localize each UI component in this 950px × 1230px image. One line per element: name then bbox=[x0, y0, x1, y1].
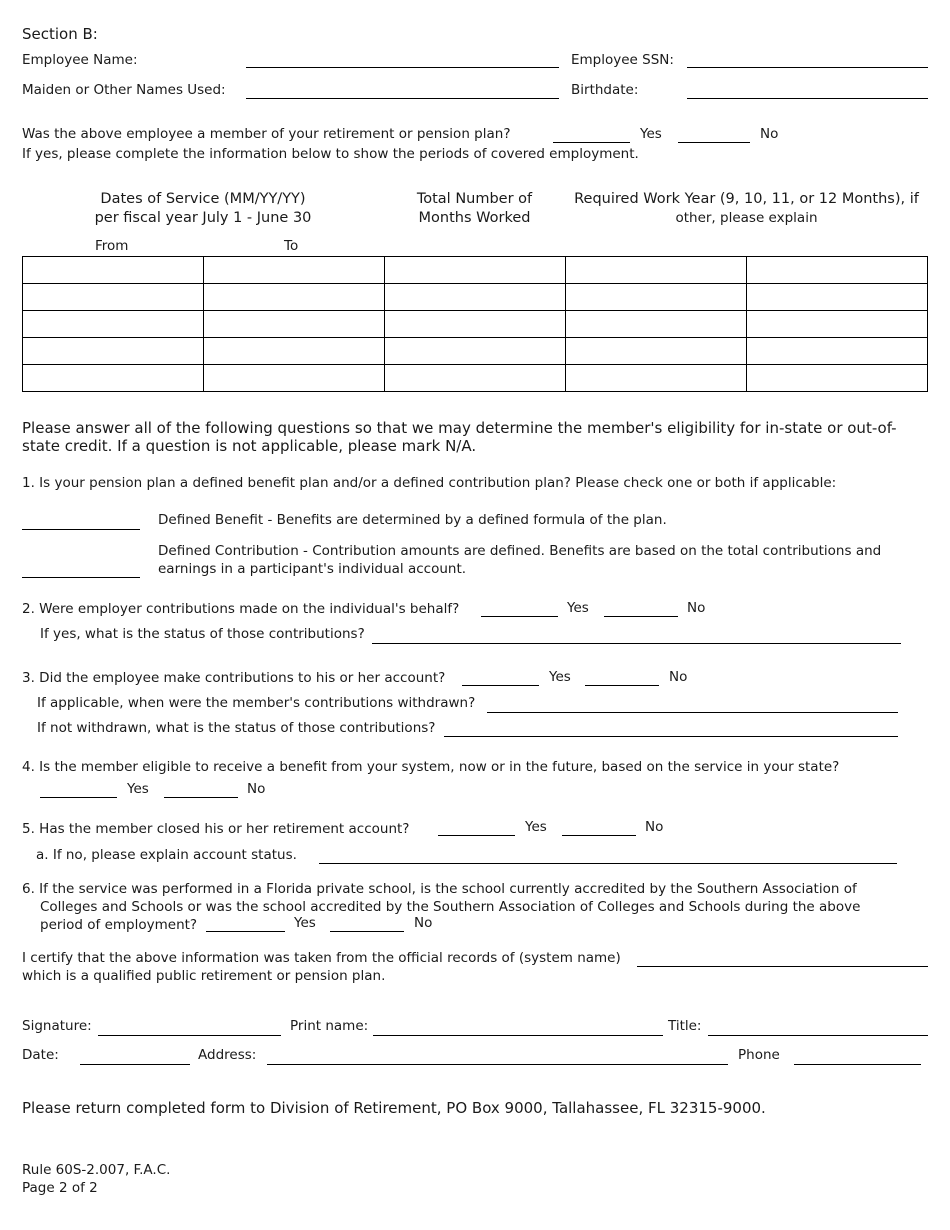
table-cell[interactable] bbox=[566, 284, 747, 311]
certify-line2: which is a qualified public retirement or pension plan. bbox=[22, 968, 386, 984]
q2-no-label: No bbox=[687, 600, 706, 616]
phone-field[interactable] bbox=[794, 1064, 921, 1065]
q4-no-label: No bbox=[247, 781, 266, 797]
table-row bbox=[23, 284, 928, 311]
months-header-line2: Months Worked bbox=[418, 210, 531, 226]
birthdate-label: Birthdate: bbox=[571, 82, 639, 98]
table-row bbox=[23, 257, 928, 284]
q6-no-blank[interactable] bbox=[330, 931, 404, 932]
dates-header bbox=[22, 190, 384, 228]
q3-text: 3. Did the employee make contributions to his or her account? bbox=[22, 670, 446, 686]
member-no-blank[interactable] bbox=[678, 142, 750, 143]
q3-withdrawn-field[interactable] bbox=[487, 712, 898, 713]
title-label: Title: bbox=[668, 1018, 702, 1034]
q2-no-blank[interactable] bbox=[604, 616, 678, 617]
dates-header-line2: per fiscal year July 1 - June 30 bbox=[94, 210, 312, 226]
defined-contribution-blank[interactable] bbox=[22, 577, 140, 578]
member-question: Was the above employee a member of your retirement or pension plan? bbox=[22, 126, 511, 142]
table-cell[interactable] bbox=[23, 311, 204, 338]
defined-benefit-blank[interactable] bbox=[22, 529, 140, 530]
table-cell[interactable] bbox=[23, 338, 204, 365]
table-cell[interactable] bbox=[566, 311, 747, 338]
table-cell[interactable] bbox=[204, 365, 385, 392]
q5-sub: a. If no, please explain account status. bbox=[36, 847, 297, 863]
q5-status-field[interactable] bbox=[319, 863, 897, 864]
q6-yes-blank[interactable] bbox=[206, 931, 285, 932]
q2-sub: If yes, what is the status of those contributions? bbox=[40, 626, 365, 642]
to-header: To bbox=[284, 238, 299, 254]
q3-no-label: No bbox=[669, 669, 688, 685]
defined-contribution-option: Defined Contribution - Contribution amounts are defined. Benefits are based on the total contributions and earnings in a participant's individual account. bbox=[158, 543, 882, 577]
q3-yes-blank[interactable] bbox=[462, 685, 539, 686]
table-cell[interactable] bbox=[566, 365, 747, 392]
maiden-names-field[interactable] bbox=[246, 98, 559, 99]
table-cell[interactable] bbox=[747, 284, 928, 311]
q6-line2: Colleges and Schools or was the school accredited by the Southern Association of Colleges and Schools during the above bbox=[40, 899, 861, 915]
employee-name-field[interactable] bbox=[246, 67, 559, 68]
q6-line3: period of employment? bbox=[40, 917, 198, 933]
date-label: Date: bbox=[22, 1047, 59, 1063]
table-cell[interactable] bbox=[385, 311, 566, 338]
q3-sub2: If not withdrawn, what is the status of those contributions? bbox=[37, 720, 436, 736]
q2-yes-blank[interactable] bbox=[481, 616, 558, 617]
q5-yes-label: Yes bbox=[525, 819, 547, 835]
birthdate-field[interactable] bbox=[687, 98, 928, 99]
page-number: Page 2 of 2 bbox=[22, 1180, 98, 1196]
q2-yes-label: Yes bbox=[567, 600, 589, 616]
q5-yes-blank[interactable] bbox=[438, 835, 515, 836]
q5-text: 5. Has the member closed his or her retirement account? bbox=[22, 821, 410, 837]
title-field[interactable] bbox=[708, 1035, 928, 1036]
months-header bbox=[384, 190, 565, 228]
table-cell[interactable] bbox=[747, 338, 928, 365]
phone-label: Phone bbox=[738, 1047, 780, 1063]
table-row bbox=[23, 365, 928, 392]
q3-status-field[interactable] bbox=[444, 736, 898, 737]
member-no-label: No bbox=[760, 126, 779, 142]
q6-no-label: No bbox=[414, 915, 433, 931]
q6-yes-label: Yes bbox=[294, 915, 316, 931]
table-cell[interactable] bbox=[204, 311, 385, 338]
table-cell[interactable] bbox=[385, 338, 566, 365]
q4-text: 4. Is the member eligible to receive a benefit from your system, now or in the future, based on the service in your state? bbox=[22, 759, 840, 775]
from-header: From bbox=[95, 238, 129, 254]
table-cell[interactable] bbox=[385, 284, 566, 311]
table-cell[interactable] bbox=[204, 284, 385, 311]
rule-reference: Rule 60S-2.007, F.A.C. bbox=[22, 1162, 171, 1178]
employee-name-label: Employee Name: bbox=[22, 52, 138, 68]
table-cell[interactable] bbox=[385, 365, 566, 392]
q3-no-blank[interactable] bbox=[585, 685, 659, 686]
date-field[interactable] bbox=[80, 1064, 190, 1065]
table-cell[interactable] bbox=[23, 365, 204, 392]
months-header-line1: Total Number of bbox=[416, 191, 533, 207]
table-row bbox=[23, 311, 928, 338]
employee-ssn-field[interactable] bbox=[687, 67, 928, 68]
table-row bbox=[23, 338, 928, 365]
q2-text: 2. Were employer contributions made on the individual's behalf? bbox=[22, 601, 460, 617]
member-yes-label: Yes bbox=[640, 126, 662, 142]
defined-benefit-option: Defined Benefit - Benefits are determined by a defined formula of the plan. bbox=[158, 512, 667, 528]
work-year-header-line1: Required Work Year (9, 10, 11, or 12 Months), if bbox=[574, 191, 919, 207]
table-cell[interactable] bbox=[23, 257, 204, 284]
service-table bbox=[22, 256, 928, 392]
q1-text: 1. Is your pension plan a defined benefit plan and/or a defined contribution plan? Please check one or both if applicable: bbox=[22, 475, 837, 491]
table-cell[interactable] bbox=[204, 257, 385, 284]
print-name-label: Print name: bbox=[290, 1018, 369, 1034]
certify-line1: I certify that the above information was taken from the official records of (system name) bbox=[22, 950, 621, 966]
table-cell[interactable] bbox=[747, 365, 928, 392]
system-name-field[interactable] bbox=[637, 966, 928, 967]
q6-line1: 6. If the service was performed in a Florida private school, is the school currently accredited by the Southern Association of bbox=[22, 881, 857, 897]
work-year-header-line2: other, please explain bbox=[675, 210, 818, 226]
signature-label: Signature: bbox=[22, 1018, 92, 1034]
member-followup: If yes, please complete the information below to show the periods of covered employment. bbox=[22, 146, 639, 162]
work-year-header bbox=[565, 190, 928, 228]
q3-yes-label: Yes bbox=[549, 669, 571, 685]
dates-header-line1: Dates of Service (MM/YY/YY) bbox=[100, 191, 306, 207]
table-cell[interactable] bbox=[747, 311, 928, 338]
q2-status-field[interactable] bbox=[372, 643, 901, 644]
table-cell[interactable] bbox=[385, 257, 566, 284]
return-note: Please return completed form to Division of Retirement, PO Box 9000, Tallahassee, FL 32315-9000. bbox=[22, 1099, 766, 1117]
q5-no-blank[interactable] bbox=[562, 835, 636, 836]
table-cell[interactable] bbox=[566, 338, 747, 365]
address-label: Address: bbox=[198, 1047, 257, 1063]
section-title: Section B: bbox=[22, 25, 98, 43]
table-cell[interactable] bbox=[566, 257, 747, 284]
q4-yes-label: Yes bbox=[127, 781, 149, 797]
print-name-field[interactable] bbox=[373, 1035, 663, 1036]
signature-field[interactable] bbox=[98, 1035, 281, 1036]
maiden-names-label: Maiden or Other Names Used: bbox=[22, 82, 226, 98]
q4-no-blank[interactable] bbox=[164, 797, 238, 798]
eligibility-intro: Please answer all of the following questions so that we may determine the member's eligibility for in-state or out-of-state credit. If a question is not applicable, please mark N/A. bbox=[22, 419, 897, 455]
address-field[interactable] bbox=[267, 1064, 728, 1065]
employee-ssn-label: Employee SSN: bbox=[571, 52, 674, 68]
q3-sub1: If applicable, when were the member's contributions withdrawn? bbox=[37, 695, 476, 711]
table-cell[interactable] bbox=[204, 338, 385, 365]
q5-no-label: No bbox=[645, 819, 664, 835]
member-yes-blank[interactable] bbox=[553, 142, 630, 143]
table-cell[interactable] bbox=[23, 284, 204, 311]
q4-yes-blank[interactable] bbox=[40, 797, 117, 798]
table-cell[interactable] bbox=[747, 257, 928, 284]
